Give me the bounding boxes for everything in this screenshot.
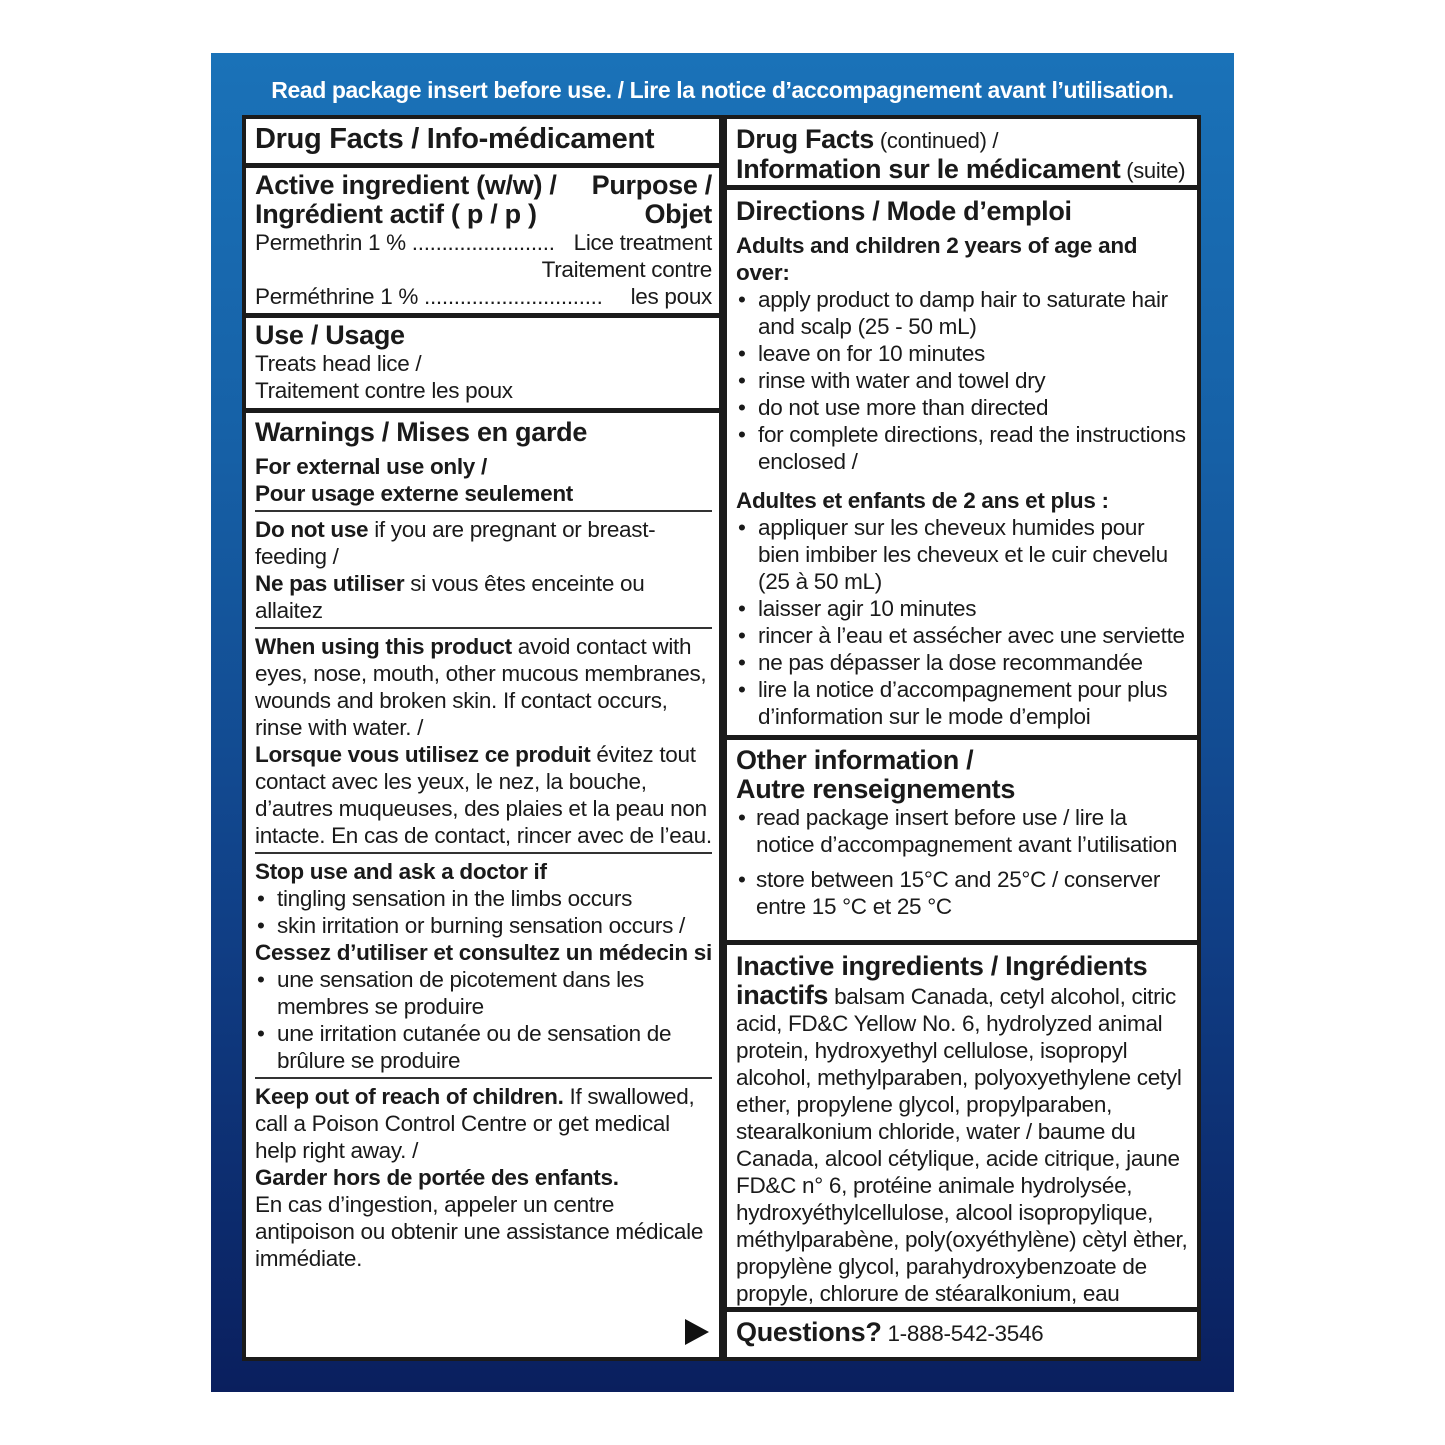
other-info-heading: Other information /: [736, 745, 974, 775]
stop-use-heading: Stop use and ask a doctor if: [255, 859, 547, 884]
keep-out-of-reach: Keep out of reach of children. If swallowed, call a Poison Control Centre or get medical help right away. /: [255, 1084, 695, 1163]
objet-heading: Objet: [644, 199, 712, 229]
stop-item: • tingling sensation in the limbs occurs: [255, 885, 712, 912]
divider: [255, 1077, 712, 1079]
direction-item: • leave on for 10 minutes: [736, 340, 1190, 367]
divider: [255, 852, 712, 854]
drug-facts-continued-box: [727, 119, 1197, 185]
directions-heading: Directions / Mode d’emploi: [736, 196, 1072, 226]
left-column: [242, 115, 723, 1361]
right-column: [723, 115, 1201, 1361]
inactive-ingredients-box: [727, 945, 1197, 1307]
drug-facts-title-box: [246, 119, 719, 163]
directions-box: [727, 190, 1197, 735]
inactive-ingredients: Inactive ingredients / Ingrédients inactifs balsam Canada, cetyl alcohol, citric acid, FD&C Yellow No. 6, hydrolyzed animal protein, hydroxyethyl cellulose, isopropyl alcohol, methylparaben, polyoxyethylene cetyl ether, propylene glycol, propylparaben, stearalkonium chloride, water / baume du Canada, alcool cétylique, acide citrique, jaune FD&C n° 6, protéine animale hydrolysée, hydroxyéthylcellulose, alcool isopropylique, méthylparabène, poly(oxyéthylène) cètyl èther, propylène glycol, parahydroxybenzoate de propyle, chlorure de stéaralkonium, eau: [736, 951, 1188, 1306]
cessez-heading: Cessez d’utiliser et consultez un médecin si: [255, 940, 712, 965]
autre-renseignements-heading: Autre renseignements: [736, 774, 1016, 804]
cessez-item: • une irritation cutanée ou de sensation de brûlure se produire: [255, 1020, 712, 1074]
purpose-heading: Purpose /: [591, 170, 712, 200]
direction-item: • apply product to damp hair to saturate hair and scalp (25 - 50 mL): [736, 286, 1190, 340]
les-poux: les poux: [630, 284, 712, 309]
lice-treatment: Lice treatment: [573, 230, 712, 255]
warnings-box: [246, 413, 719, 1357]
drug-facts-continued: Drug Facts (continued) /: [736, 124, 999, 154]
questions-box: [727, 1312, 1197, 1357]
divider: [255, 627, 712, 629]
active-ingredient-heading: Active ingredient (w/w) /: [255, 170, 557, 200]
permethrin-line: Permethrin 1 % ........................: [255, 230, 555, 255]
direction-item: • appliquer sur les cheveux humides pour bien imbiber les cheveux et le cuir chevelu (25 à 50 mL): [736, 514, 1190, 595]
stop-item: • skin irritation or burning sensation occurs /: [255, 912, 712, 939]
direction-item: • laisser agir 10 minutes: [736, 595, 1190, 622]
questions-line: Questions? 1-888-542-3546: [736, 1317, 1044, 1347]
label-panel: [211, 53, 1234, 1392]
use-heading: Use / Usage: [255, 320, 405, 350]
use-line-1: Treats head lice /: [255, 351, 422, 376]
direction-item: • rincer à l’eau et assécher avec une serviette: [736, 622, 1190, 649]
ingredient-actif-heading: Ingrédient actif ( p / p ): [255, 199, 537, 229]
cessez-item: • une sensation de picotement dans les membres se produire: [255, 966, 712, 1020]
direction-item: • for complete directions, read the instructions enclosed /: [736, 421, 1190, 475]
divider: [255, 510, 712, 512]
direction-item: • rinse with water and towel dry: [736, 367, 1190, 394]
permethrine-line: Perméthrine 1 % ..............................: [255, 284, 603, 309]
directions-en-heading: Adults and children 2 years of age and over:: [736, 233, 1138, 285]
direction-item: • lire la notice d’accompagnement pour plus d’information sur le mode d’emploi: [736, 676, 1190, 730]
external-use-en: For external use only /: [255, 454, 487, 479]
lorsque-vous-utilisez: Lorsque vous utilisez ce produit évitez tout contact avec les yeux, le nez, la bouche, d’autres muqueuses, des plaies et la peau non intacte. En cas de contact, rincer avec de l’eau.: [255, 742, 712, 848]
other-information-box: [727, 740, 1197, 940]
other-info-item: • store between 15°C and 25°C / conserver entre 15 °C et 25 °C: [736, 866, 1190, 920]
direction-item: • do not use more than directed: [736, 394, 1190, 421]
information-suite: Information sur le médicament (suite): [736, 154, 1186, 184]
other-info-item: • read package insert before use / lire la notice d’accompagnement avant l’utilisation: [736, 804, 1190, 858]
ne-pas-utiliser: Ne pas utiliser si vous êtes enceinte ou allaitez: [255, 571, 645, 623]
use-box: [246, 318, 719, 408]
when-using: When using this product avoid contact with eyes, nose, mouth, other mucous membranes, wounds and broken skin. If contact occurs, rinse with water. /: [255, 634, 707, 740]
do-not-use: Do not use if you are pregnant or breast-feeding /: [255, 517, 656, 569]
active-ingredient-box: [246, 168, 719, 313]
use-line-2: Traitement contre les poux: [255, 378, 513, 403]
directions-fr-heading: Adultes et enfants de 2 ans et plus :: [736, 488, 1109, 513]
direction-item: • ne pas dépasser la dose recommandée: [736, 649, 1190, 676]
external-use-fr: Pour usage externe seulement: [255, 481, 573, 506]
continue-arrow-icon: [685, 1319, 709, 1345]
warnings-heading: Warnings / Mises en garde: [255, 417, 588, 447]
read-insert-banner: Read package insert before use. / Lire la notice d’accompagnement avant l’utilisation.: [271, 77, 1174, 103]
traitement-contre: Traitement contre: [541, 257, 712, 282]
drug-facts-title: Drug Facts / Info-médicament: [255, 123, 655, 155]
garder-hors-portee: Garder hors de portée des enfants.: [255, 1165, 619, 1190]
en-cas-ingestion: En cas d’ingestion, appeler un centre antipoison ou obtenir une assistance médicale immédiate.: [255, 1192, 704, 1271]
